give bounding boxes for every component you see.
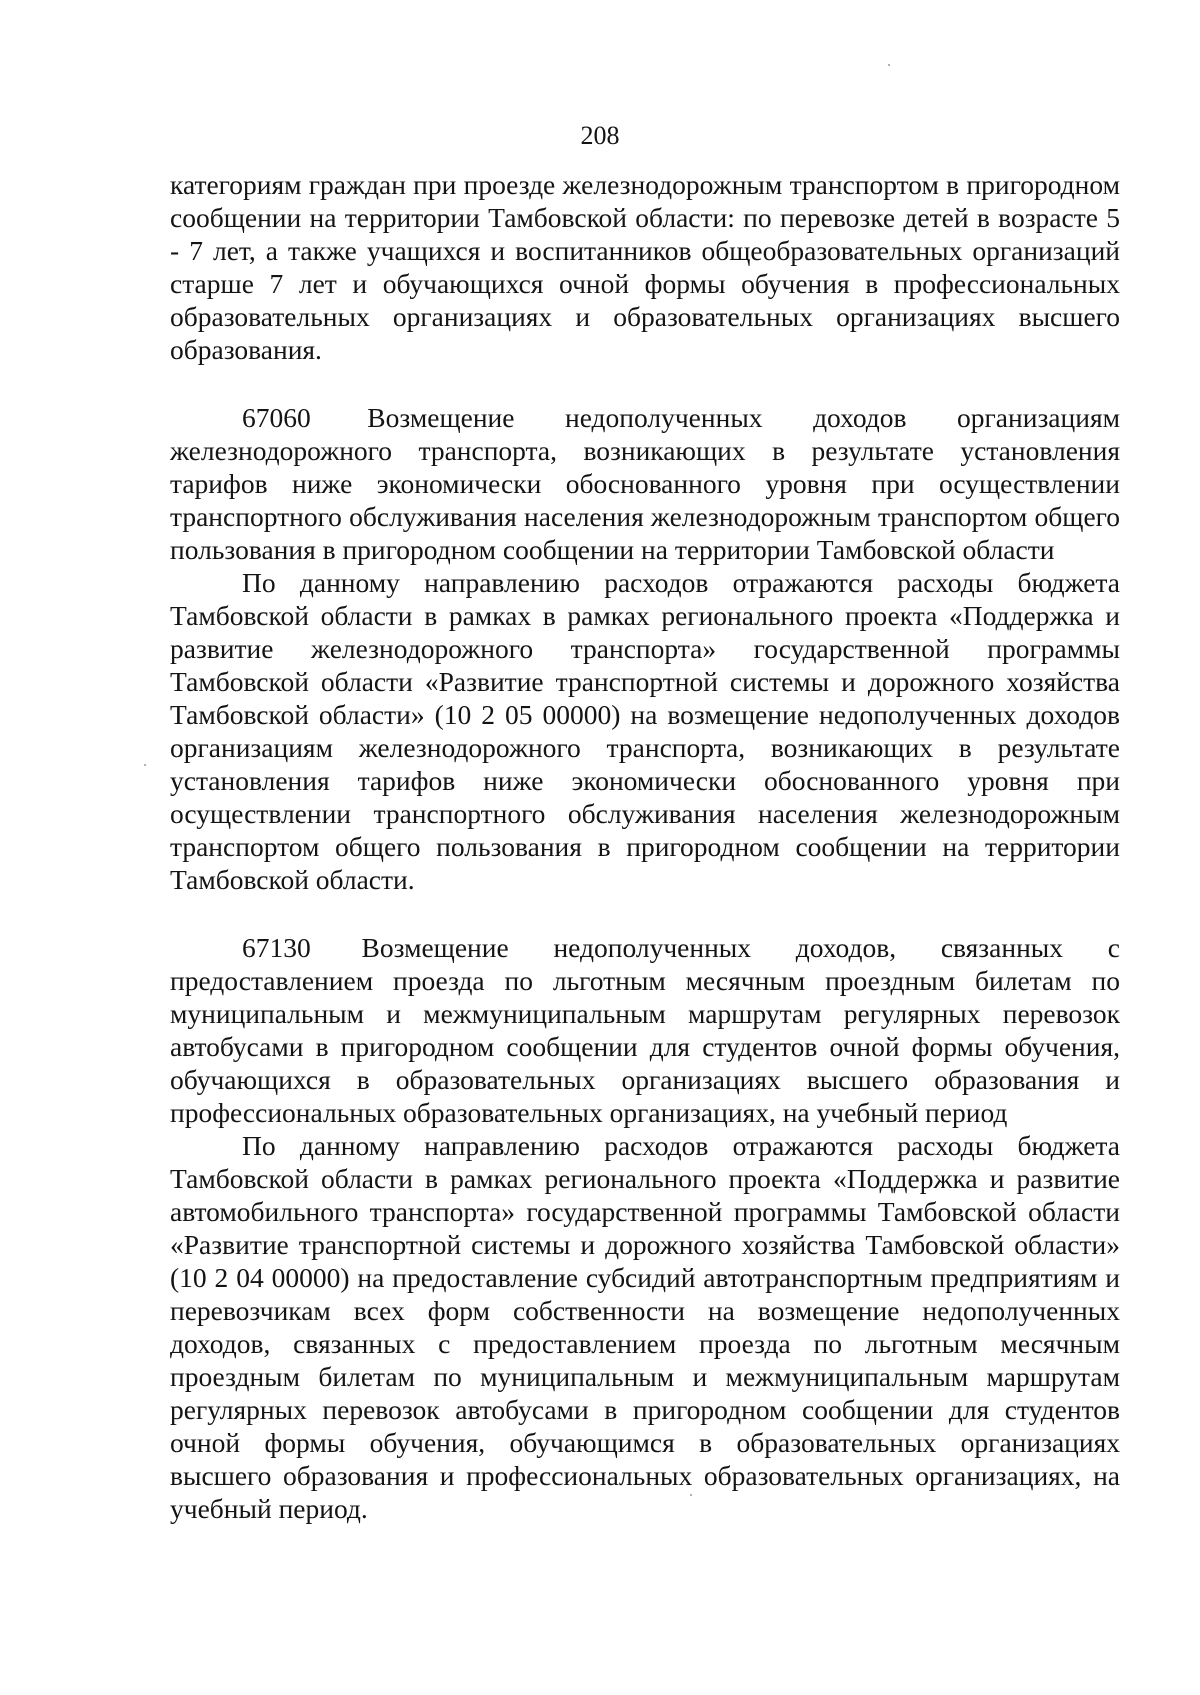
paragraph-67130-heading [170, 931, 1120, 1129]
paragraph-text: По данному направлению расходов отражаются расходы бюджета Тамбовской области в рамках в рамках регионального проекта «Поддержка и развитие железнодорожного транспорта» государственной программы Тамбовской области «Развитие транспортной системы и дорожного хозяйства Тамбовской области» (10 2 05 00000) на возмещение недополученных доходов организациям железнодорожного транспорта, возникающих в результате установления тарифов ниже экономически обоснованного уровня при осуществлении транспортного обслуживания населения железнодорожным транспортом общего пользования в пригородном сообщении на территории Тамбовской области. [170, 567, 1120, 895]
scan-artifact [690, 1494, 692, 1496]
paragraph-text: Возмещение недополученных доходов организациям железнодорожного транспорта, возникающих в результате установления тарифов ниже экономически обоснованного уровня при осуществлении транспортного обслуживания населения железнодорожным транспортом общего пользования в пригородном сообщении на территории Тамбовской области [170, 402, 1120, 565]
paragraph-67060-description [170, 566, 1120, 896]
paragraph-67060-heading [170, 401, 1120, 566]
paragraph-text: Возмещение недополученных доходов, связанных с предоставлением проезда по льготным месячным проездным билетам по муниципальным и межмуниципальным маршрутам регулярных перевозок автобусами в пригородном сообщении для студентов очной формы обучения, обучающихся в образовательных организациях высшего образования и профессиональных образовательных организациях, на учебный период [170, 932, 1120, 1128]
scan-artifact [888, 64, 890, 66]
paragraph-67130-description [170, 1129, 1120, 1525]
scan-artifact [144, 764, 146, 766]
paragraph-text: По данному направлению расходов отражаются расходы бюджета Тамбовской области в рамках регионального проекта «Поддержка и развитие автомобильного транспорта» государственной программы Тамбовской области «Развитие транспортной системы и дорожного хозяйства Тамбовской области» (10 2 04 00000) на предоставление субсидий автотранспортным предприятиям и перевозчикам всех форм собственности на возмещение недополученных доходов, связанных с предоставлением проезда по льготным месячным проездным билетам по муниципальным и межмуниципальным маршрутам регулярных перевозок автобусами в пригородном сообщении для студентов очной формы обучения, обучающимся в образовательных организациях высшего образования и профессиональных образовательных организациях, на учебный период. [170, 1130, 1120, 1524]
expense-code: 67060 [242, 402, 311, 433]
expense-code: 67130 [242, 932, 311, 963]
page-number: 208 [580, 121, 620, 150]
paragraph-text: категориям граждан при проезде железнодорожным транспортом в пригородном сообщении на территории Тамбовской области: по перевозке детей в возрасте 5 - 7 лет, а также учащихся и воспитанников общеобразовательных организаций старше 7 лет и обучающихся очной формы обучения в профессиональных образовательных организациях и образовательных организациях высшего образования. [170, 169, 1120, 365]
paragraph-continuation [170, 168, 1120, 366]
document-body [170, 168, 1120, 1525]
